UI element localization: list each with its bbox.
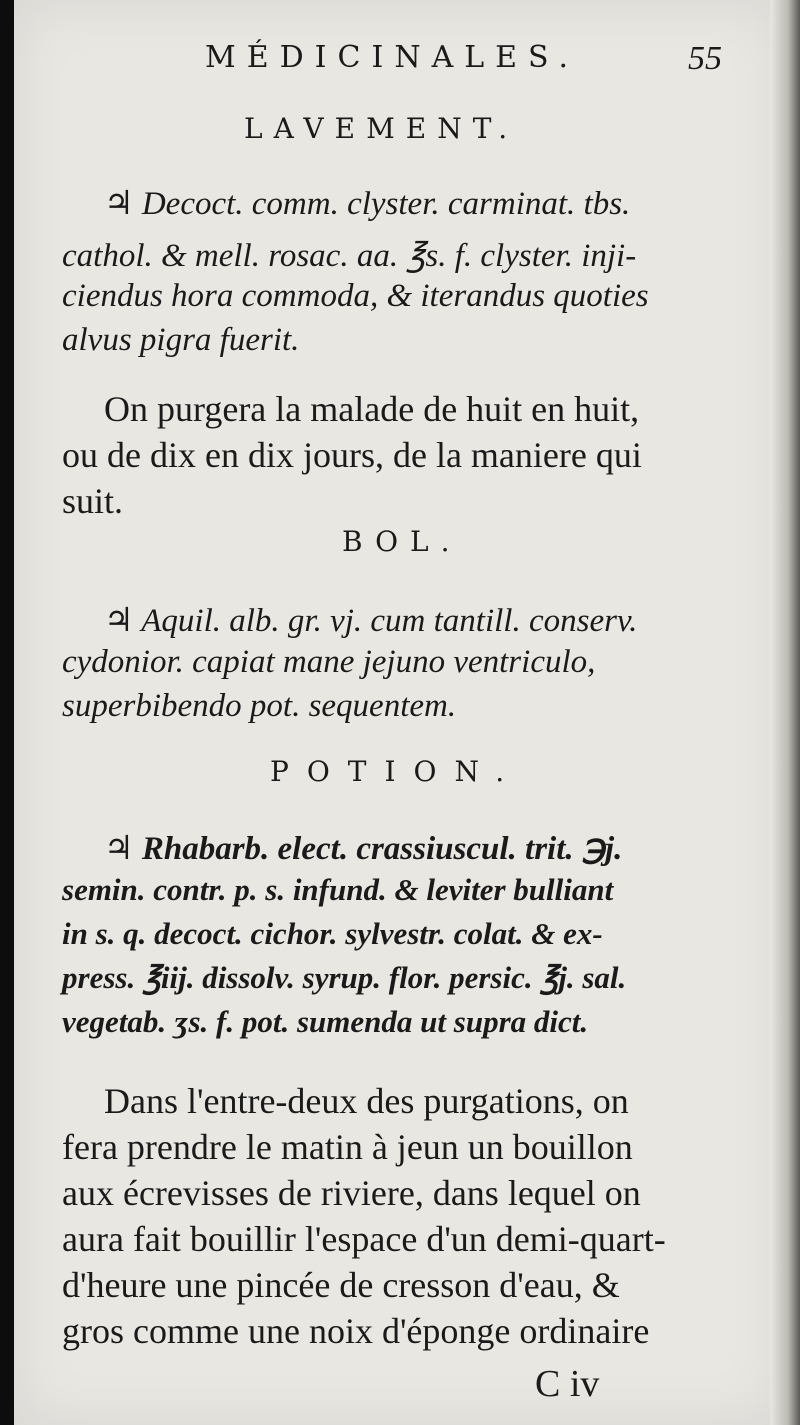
prose-line: suit. <box>62 481 124 521</box>
prose-line: aura fait bouillir l'espace d'un demi-quart- <box>62 1219 666 1259</box>
recipe-line: vegetab. ʒs. f. pot. sumenda ut supra dict. <box>62 1004 589 1039</box>
prose-line: d'heure une pincée de cresson d'eau, & <box>62 1265 620 1305</box>
section-heading-lavement: LAVEMENT. <box>244 112 519 145</box>
prose-line: On purgera la malade de huit en huit, <box>104 389 640 429</box>
section-heading-bol: BOL. <box>342 525 462 558</box>
prose-line: Dans l'entre-deux des purgations, on <box>104 1081 629 1121</box>
recipe-line: press. ℥iij. dissolv. syrup. flor. persic. ℥j. sal. <box>62 960 627 995</box>
recipe-line: ♃ Decoct. comm. clyster. carminat. tbs. <box>104 186 631 222</box>
recipe-line: superbibendo pot. sequentem. <box>62 688 457 724</box>
recipe-line: ciendus hora commoda, & iterandus quoties <box>62 278 649 314</box>
prose-line: fera prendre le matin à jeun un bouillon <box>62 1127 633 1167</box>
prose-line: gros comme une noix d'éponge ordinaire <box>62 1311 650 1351</box>
prose-line: aux écrevisses de riviere, dans lequel on <box>62 1173 641 1213</box>
recipe-line: in s. q. decoct. cichor. sylvestr. colat. & ex- <box>62 916 603 951</box>
recipe-line: ♃ Aquil. alb. gr. vj. cum tantill. conserv. <box>104 603 638 639</box>
recipe-line: cydonior. capiat mane jejuno ventriculo, <box>62 644 596 680</box>
recipe-line: ♃ Rhabarb. elect. crassiuscul. trit. ℈j. <box>104 831 623 867</box>
running-head: MÉDICINALES. <box>205 40 580 75</box>
page-number: 55 <box>688 40 722 77</box>
page-edge-shadow <box>770 0 800 1425</box>
signature-mark: C iv <box>535 1363 600 1405</box>
prose-line: ou de dix en dix jours, de la maniere qui <box>62 435 642 475</box>
recipe-line: semin. contr. p. s. infund. & leviter bulliant <box>62 872 614 907</box>
section-heading-potion: POTION. <box>270 755 523 788</box>
recipe-line: cathol. & mell. rosac. aa. ℥s. f. clyster. inji- <box>62 238 637 274</box>
recipe-line: alvus pigra fuerit. <box>62 322 300 358</box>
